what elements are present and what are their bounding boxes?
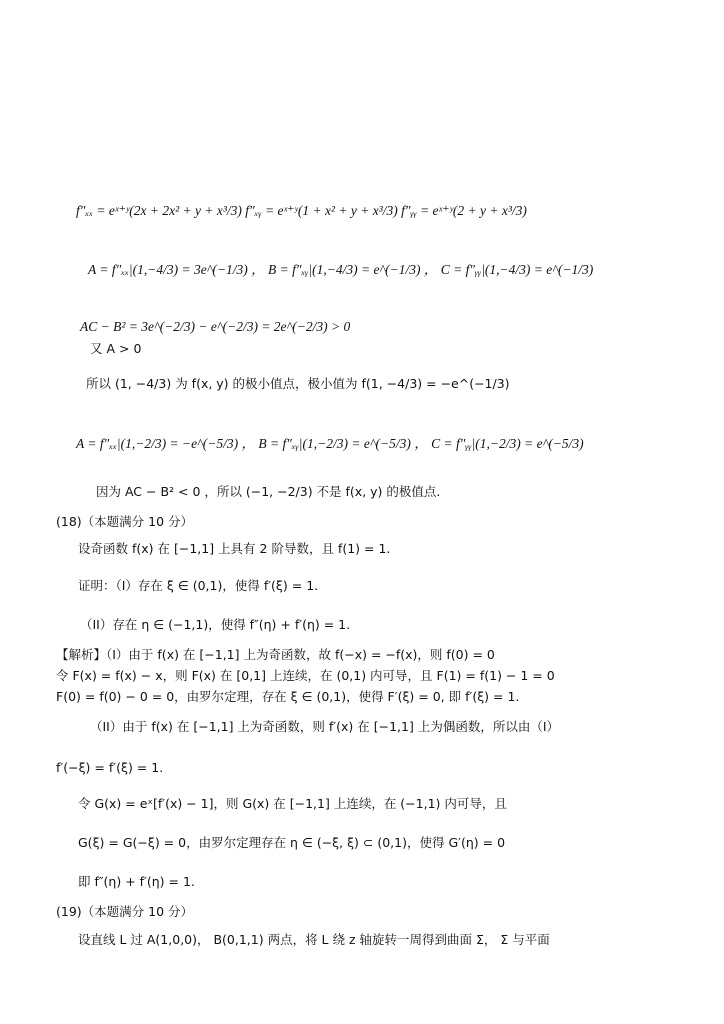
solution-part-2-line-3	[78, 798, 507, 812]
solution-part-1-line-2	[56, 670, 555, 684]
problem-19-heading	[56, 906, 193, 920]
problem-18-part-1	[78, 580, 318, 594]
text-line-14: F(0) = f(0) − 0 = 0，由罗尔定理，存在 ξ ∈ (0,1)，使得 F′(ξ) = 0, 即 f′(ξ) = 1.	[56, 689, 520, 704]
formula-second-partials	[76, 204, 527, 218]
formula-line-6: A = f″ₓₓ|(1,−2/3) = −e^(−5/3) ， B = f″ₓᵧ|(1,−2/3) = e^(−5/3) ， C = f″ᵧᵧ|(1,−2/3) = e^(−5/3)	[76, 436, 584, 451]
text-line-17: 令 G(x) = eˣ[f′(x) − 1]，则 G(x) 在 [−1,1] 上连续，在 (−1,1) 内可导，且	[78, 796, 507, 811]
text-line-7: 因为 AC − B² < 0 ，所以 (−1, −2/3) 不是 f(x, y) 的极值点.	[96, 484, 441, 499]
text-line-4: 又 A > 0	[90, 341, 142, 356]
formula-line-2: A = f″ₓₓ|(1,−4/3) = 3e^(−1/3) ， B = f″ₓᵧ|(1,−4/3) = e^(−1/3) ， C = f″ᵧᵧ|(1,−4/3) = e^(−1/3)	[88, 262, 594, 277]
formula-abc-at-point-2	[76, 437, 584, 451]
solution-part-2-line-1	[90, 721, 559, 735]
text-line-10: 证明：（I）存在 ξ ∈ (0,1)，使得 f′(ξ) = 1.	[78, 578, 319, 593]
formula-discriminant	[80, 320, 350, 334]
text-line-9: 设奇函数 f(x) 在 [−1,1] 上具有 2 阶导数，且 f(1) = 1.	[78, 541, 391, 556]
text-not-extremum	[96, 486, 440, 500]
text-line-15: （II）由于 f(x) 在 [−1,1] 上为奇函数，则 f′(x) 在 [−1,1] 上为偶函数，所以由（I）	[90, 719, 560, 734]
solution-part-1-line-3	[56, 691, 519, 705]
text-line-12: 【解析】（I）由于 f(x) 在 [−1,1] 上为奇函数，故 f(−x) = −f(x)，则 f(0) = 0	[56, 647, 495, 662]
text-min-point	[86, 378, 510, 392]
formula-abc-at-point-1	[88, 263, 593, 277]
text-line-8: (18)（本题满分 10 分）	[56, 514, 194, 529]
solution-part-2-line-5	[78, 876, 195, 890]
problem-18-heading	[56, 516, 193, 530]
solution-part-2-line-2	[56, 762, 163, 776]
solution-part-2-line-4	[78, 837, 505, 851]
problem-18-statement	[78, 543, 390, 557]
formula-line-3: AC − B² = 3e^(−2/3) − e^(−2/3) = 2e^(−2/3) > 0	[80, 319, 351, 334]
text-line-18: G(ξ) = G(−ξ) = 0，由罗尔定理存在 η ∈ (−ξ, ξ) ⊂ (0,1)，使得 G′(η) = 0	[78, 835, 506, 850]
text-line-13: 令 F(x) = f(x) − x，则 F(x) 在 [0,1] 上连续，在 (0,1) 内可导，且 F(1) = f(1) − 1 = 0	[56, 668, 555, 683]
problem-18-part-2	[80, 619, 350, 633]
text-line-21: 设直线 L 过 A(1,0,0)， B(0,1,1) 两点，将 L 绕 z 轴旋转一周得到曲面 Σ， Σ 与平面	[78, 932, 550, 947]
solution-part-1-line-1	[56, 649, 495, 663]
text-line-5: 所以 (1, −4/3) 为 f(x, y) 的极小值点，极小值为 f(1, −4/3) = −e^(−1/3)	[86, 376, 510, 391]
text-line-16: f′(−ξ) = f′(ξ) = 1.	[56, 760, 164, 775]
text-line-20: (19)（本题满分 10 分）	[56, 904, 194, 919]
text-line-19: 即 f″(η) + f′(η) = 1.	[78, 874, 195, 889]
problem-19-statement	[78, 934, 550, 948]
formula-line-1: f″ₓₓ = eˣ⁺ʸ(2x + 2x² + y + x³/3) f″ₓᵧ = eˣ⁺ʸ(1 + x² + y + x³/3) f″ᵧᵧ = eˣ⁺ʸ(2 + y + x³/3)	[76, 203, 527, 218]
text-a-positive	[90, 343, 141, 357]
text-line-11: （II）存在 η ∈ (−1,1)，使得 f″(η) + f′(η) = 1.	[80, 617, 351, 632]
